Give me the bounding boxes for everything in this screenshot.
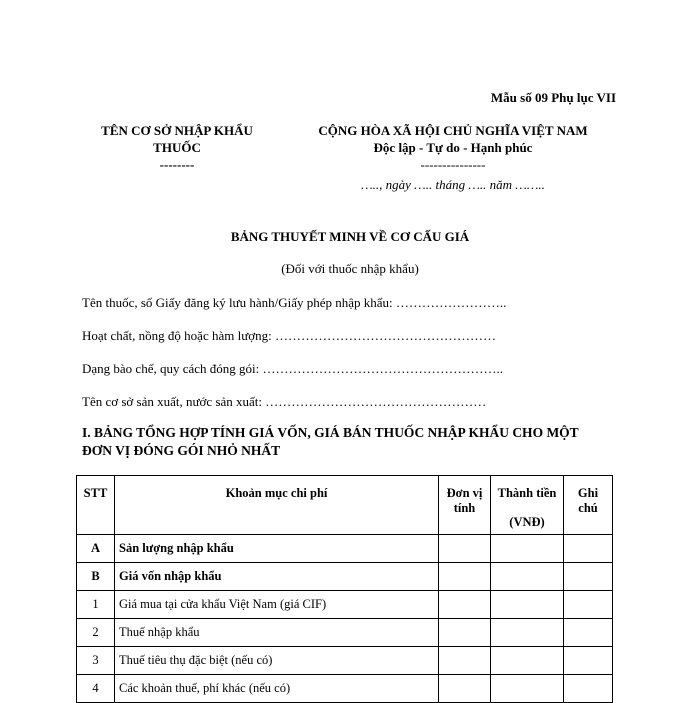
row-unit-cell — [439, 591, 491, 619]
row-amount-cell — [491, 563, 564, 591]
row-amount-cell — [491, 591, 564, 619]
row-stt: A — [77, 535, 115, 563]
table-row — [77, 563, 613, 591]
row-unit-cell — [439, 619, 491, 647]
row-note-cell — [564, 563, 613, 591]
row-item: Giá mua tại cửa khẩu Việt Nam (giá CIF) — [115, 591, 439, 619]
header-amount-label: Thành tiền — [497, 486, 557, 500]
header-unit: Đơn vị tính — [439, 476, 491, 535]
info-line-manufacturer: Tên cơ sở sản xuất, nước sản xuất: …………………………………………… — [82, 394, 487, 409]
row-stt: 3 — [77, 647, 115, 675]
row-stt: 4 — [77, 675, 115, 703]
row-unit-cell — [439, 647, 491, 675]
row-stt: 1 — [77, 591, 115, 619]
table-row — [77, 591, 613, 619]
table-row — [77, 647, 613, 675]
row-item: Giá vốn nhập khẩu — [115, 563, 439, 591]
row-item: Thuế tiêu thụ đặc biệt (nếu có) — [115, 647, 439, 675]
row-note-cell — [564, 591, 613, 619]
table-row — [77, 535, 613, 563]
importer-header — [82, 122, 272, 173]
table-row — [77, 675, 613, 703]
info-line-dosage-form: Dạng bào chế, quy cách đóng gói: ……………………………………………….. — [82, 361, 504, 376]
row-unit-cell — [439, 535, 491, 563]
national-title: CỘNG HÒA XÃ HỘI CHỦ NGHĨA VIỆT NAM — [318, 123, 588, 138]
row-stt: B — [77, 563, 115, 591]
info-line-active-ingredient: Hoạt chất, nồng độ hoặc hàm lượng: …………………………………………… — [82, 328, 496, 343]
row-note-cell — [564, 619, 613, 647]
document-title: BẢNG THUYẾT MINH VỀ CƠ CẤU GIÁ — [230, 229, 470, 244]
row-unit-cell — [439, 675, 491, 703]
row-amount-cell — [491, 647, 564, 675]
table-row — [77, 619, 613, 647]
header-note: Ghi chú — [564, 476, 613, 535]
national-divider: --------------- — [420, 157, 486, 172]
row-note-cell — [564, 535, 613, 563]
cost-table — [76, 475, 613, 703]
form-number: Mẫu số 09 Phụ lục VII — [490, 90, 616, 105]
row-item: Các khoản thuế, phí khác (nếu có) — [115, 675, 439, 703]
date-line: ….., ngày ….. tháng ….. năm …….. — [361, 177, 545, 192]
row-note-cell — [564, 675, 613, 703]
header-stt: STT — [77, 476, 115, 535]
row-item: Sản lượng nhập khẩu — [115, 535, 439, 563]
header-amount-unit: (VNĐ) — [509, 515, 545, 529]
row-note-cell — [564, 647, 613, 675]
info-line-drug-name: Tên thuốc, số Giấy đăng ký lưu hành/Giấy phép nhập khẩu: …………………….. — [82, 295, 507, 310]
importer-name-line2: THUỐC — [153, 140, 201, 155]
row-amount-cell — [491, 535, 564, 563]
national-header — [290, 122, 616, 193]
importer-divider: -------- — [159, 157, 195, 172]
row-amount-cell — [491, 619, 564, 647]
row-unit-cell — [439, 563, 491, 591]
section-heading: I. BẢNG TỔNG HỢP TÍNH GIÁ VỐN, GIÁ BÁN THUỐC NHẬP KHẨU CHO MỘT ĐƠN VỊ ĐÓNG GÓI NHỎ NHẤT — [82, 425, 579, 458]
header-amount — [491, 476, 564, 535]
row-item: Thuế nhập khẩu — [115, 619, 439, 647]
national-motto: Độc lập - Tự do - Hạnh phúc — [373, 140, 533, 155]
row-stt: 2 — [77, 619, 115, 647]
header-item: Khoản mục chi phí — [115, 476, 439, 535]
table-header-row — [77, 476, 613, 535]
row-amount-cell — [491, 675, 564, 703]
importer-name-line1: TÊN CƠ SỞ NHẬP KHẨU — [101, 123, 253, 138]
document-subtitle: (Đối với thuốc nhập khẩu) — [281, 261, 419, 276]
